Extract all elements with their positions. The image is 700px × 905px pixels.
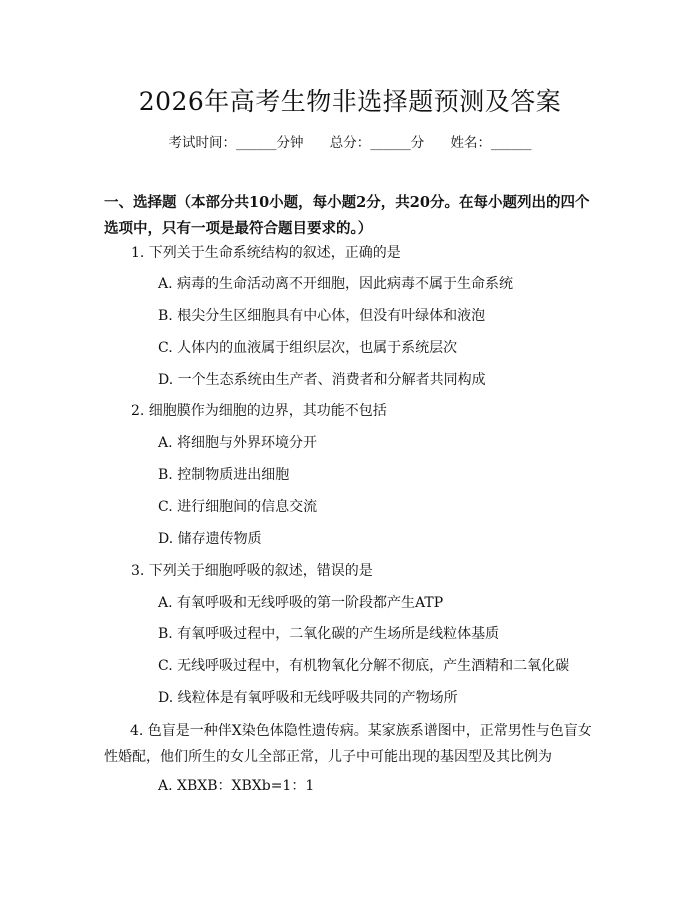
- question-option: A. 有氧呼吸和无线呼吸的第一阶段都产生ATP: [158, 595, 444, 611]
- question-stem: 4. 色盲是一种伴X染色体隐性遗传病。某家族系谱图中，正常男性与色盲女性婚配，他们所生的女儿全部正常，儿子中可能出现的基因型及其比例为: [104, 723, 592, 765]
- section-heading: 一、选择题（本部分共10小题，每小题2分，共20分。在每小题列出的四个选项中，只有一项是最符合题目要求的。）: [104, 194, 590, 237]
- document-title: 2026年高考生物非选择题预测及答案: [138, 87, 562, 116]
- question-stem: 1. 下列关于生命系统结构的叙述，正确的是: [131, 245, 401, 261]
- question-stem: 2. 细胞膜作为细胞的边界，其功能不包括: [131, 403, 387, 419]
- question-option: B. 控制物质进出细胞: [158, 467, 290, 483]
- question-option: D. 一个生态系统由生产者、消费者和分解者共同构成: [158, 372, 486, 388]
- question-option: A. 将细胞与外界环境分开: [158, 435, 318, 451]
- exam-time-field: 考试时间：______分钟: [168, 135, 304, 151]
- question-option: D. 储存遗传物质: [158, 531, 262, 547]
- total-score-field: 总分：______分: [329, 135, 425, 151]
- question-option: A. XBXB：XBXb=1：1: [158, 778, 315, 794]
- exam-meta: [0, 131, 700, 151]
- question-option: C. 进行细胞间的信息交流: [158, 499, 318, 515]
- question-option: A. 病毒的生命活动离不开细胞，因此病毒不属于生命系统: [158, 276, 514, 292]
- question-option: B. 有氧呼吸过程中，二氧化碳的产生场所是线粒体基质: [158, 626, 500, 642]
- student-name-field: 姓名：______: [450, 135, 532, 151]
- question-option: D. 线粒体是有氧呼吸和无线呼吸共同的产物场所: [158, 690, 458, 706]
- question-option: C. 人体内的血液属于组织层次，也属于系统层次: [158, 340, 458, 356]
- question-stem: 3. 下列关于细胞呼吸的叙述，错误的是: [131, 563, 373, 579]
- question-option: C. 无线呼吸过程中，有机物氧化分解不彻底，产生酒精和二氧化碳: [158, 658, 570, 674]
- question-option: B. 根尖分生区细胞具有中心体，但没有叶绿体和液泡: [158, 308, 486, 324]
